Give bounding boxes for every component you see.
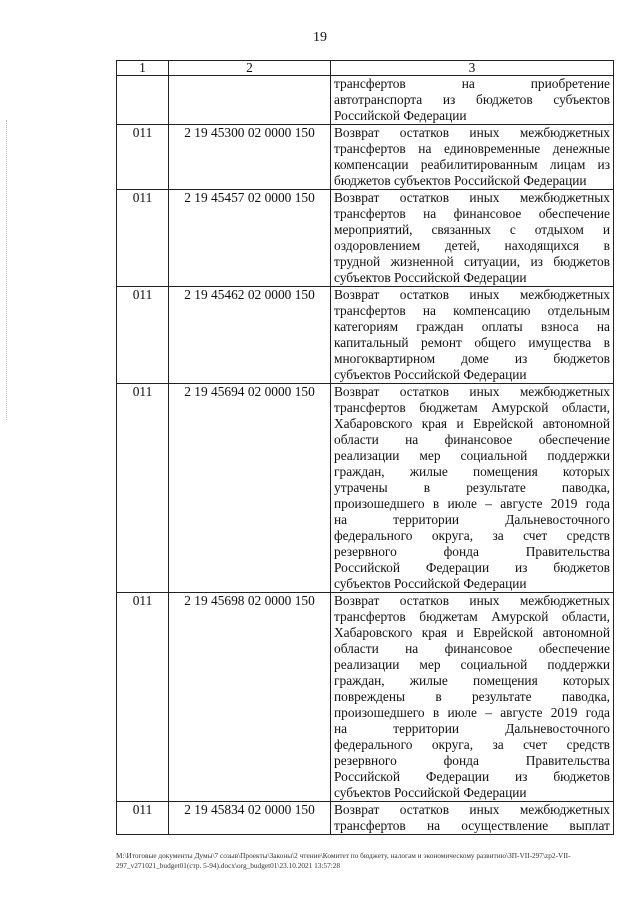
description-line: на территории Дальневосточного — [334, 512, 610, 527]
description-line: бюджетов субъектов Российской Федерации — [334, 173, 587, 188]
budget-code-cell: 2 19 45834 02 0000 150 — [169, 802, 331, 835]
budget-code-cell: 2 19 45462 02 0000 150 — [169, 287, 331, 384]
description-line: субъектов Российской Федерации — [334, 367, 527, 382]
description-line: трансфертов бюджетам Амурской области, — [334, 400, 610, 415]
description-line: Возврат остатков иных межбюджетных — [334, 190, 610, 205]
budget-code-cell: 2 19 45698 02 0000 150 — [169, 593, 331, 802]
file-path-footer — [116, 851, 616, 871]
description-line: трансфертов на финансовое обеспечение — [334, 206, 610, 221]
description-line: Российской Федерации из бюджетов — [334, 769, 610, 784]
description-line: трансфертов бюджетам Амурской области, — [334, 609, 610, 624]
description-line: области на финансовое обеспечение — [334, 432, 610, 447]
description-line: капитальный ремонт общего имущества в — [334, 335, 610, 350]
footer-line-1: М:\Итоговые документы Думы\7 созыв\Проекты\Законы\2 чтение\Комитет по бюджету, налогам и экономическому развитию\ЗП-VII-297\zp2-VII- — [116, 851, 571, 860]
table-row — [117, 384, 614, 593]
description-line: многоквартирном доме из бюджетов — [334, 351, 610, 366]
header-col-2: 2 — [169, 61, 331, 76]
budget-code-cell — [169, 76, 331, 125]
description-line: Возврат остатков иных межбюджетных — [334, 802, 610, 817]
description-cell — [331, 125, 614, 190]
description-line: субъектов Российской Федерации — [334, 576, 527, 591]
description-line: Возврат остатков иных межбюджетных — [334, 593, 610, 608]
header-col-1: 1 — [117, 61, 169, 76]
table-row — [117, 125, 614, 190]
admin-code-cell — [117, 76, 169, 125]
description-line: граждан, жилые помещения которых — [334, 673, 610, 688]
table-row — [117, 287, 614, 384]
description-line: граждан, жилые помещения которых — [334, 464, 610, 479]
table-header-row — [117, 61, 614, 76]
header-col-3: 3 — [331, 61, 614, 76]
description-line: оздоровлением детей, находящихся в — [334, 238, 610, 253]
description-cell — [331, 287, 614, 384]
table-row — [117, 802, 614, 835]
description-line: резервного фонда Правительства — [334, 544, 610, 559]
budget-code-cell: 2 19 45457 02 0000 150 — [169, 190, 331, 287]
description-line: реализации мер социальной поддержки — [334, 448, 610, 463]
description-line: субъектов Российской Федерации — [334, 785, 527, 800]
description-line: на территории Дальневосточного — [334, 721, 610, 736]
budget-code-cell: 2 19 45300 02 0000 150 — [169, 125, 331, 190]
admin-code-cell: 011 — [117, 593, 169, 802]
description-line: трансфертов на единовременные денежные — [334, 141, 610, 156]
budget-code-cell: 2 19 45694 02 0000 150 — [169, 384, 331, 593]
description-line: резервного фонда Правительства — [334, 753, 610, 768]
description-cell — [331, 802, 614, 835]
description-line: Хабаровского края и Еврейской автономной — [334, 625, 610, 640]
description-line: категориям граждан оплаты взноса на — [334, 319, 610, 334]
description-line: федерального округа, за счет средств — [334, 737, 610, 752]
description-line: субъектов Российской Федерации — [334, 270, 527, 285]
description-line: произошедшего в июле – августе 2019 года — [334, 705, 610, 720]
description-cell — [331, 593, 614, 802]
table-row — [117, 593, 614, 802]
margin-mark — [6, 120, 8, 420]
description-line: Хабаровского края и Еврейской автономной — [334, 416, 610, 431]
description-line: трудной жизненной ситуации, из бюджетов — [334, 254, 610, 269]
budget-table — [116, 60, 614, 835]
description-line: Российской Федерации — [334, 108, 467, 123]
description-line: федерального округа, за счет средств — [334, 528, 610, 543]
description-cell — [331, 384, 614, 593]
admin-code-cell: 011 — [117, 287, 169, 384]
table-row — [117, 190, 614, 287]
description-cell — [331, 76, 614, 125]
description-line: Возврат остатков иных межбюджетных — [334, 384, 610, 399]
admin-code-cell: 011 — [117, 802, 169, 835]
description-line: трансфертов на осуществление выплат — [334, 818, 610, 833]
description-line: произошедшего в июле – августе 2019 года — [334, 496, 610, 511]
description-line: Возврат остатков иных межбюджетных — [334, 287, 610, 302]
admin-code-cell: 011 — [117, 384, 169, 593]
description-line: трансфертов на приобретение — [334, 76, 610, 91]
description-line: реализации мер социальной поддержки — [334, 657, 610, 672]
description-line: Российской Федерации из бюджетов — [334, 560, 610, 575]
description-line: Возврат остатков иных межбюджетных — [334, 125, 610, 140]
description-cell — [331, 190, 614, 287]
description-line: трансфертов на компенсацию отдельным — [334, 303, 610, 318]
description-line: автотранспорта из бюджетов субъектов — [334, 92, 610, 107]
table-row — [117, 76, 614, 125]
admin-code-cell: 011 — [117, 125, 169, 190]
description-line: компенсации реабилитированным лицам из — [334, 157, 610, 172]
page-number: 19 — [313, 30, 327, 45]
description-line: мероприятий, связанных с отдыхом и — [334, 222, 610, 237]
description-line: области на финансовое обеспечение — [334, 641, 610, 656]
admin-code-cell: 011 — [117, 190, 169, 287]
footer-line-2: 297_v271021_budget01(стр. 5-94).docx\org_budget01\23.10.2021 13:57:28 — [116, 861, 341, 870]
description-line: повреждены в результате паводка, — [334, 689, 610, 704]
description-line: утрачены в результате паводка, — [334, 480, 610, 495]
